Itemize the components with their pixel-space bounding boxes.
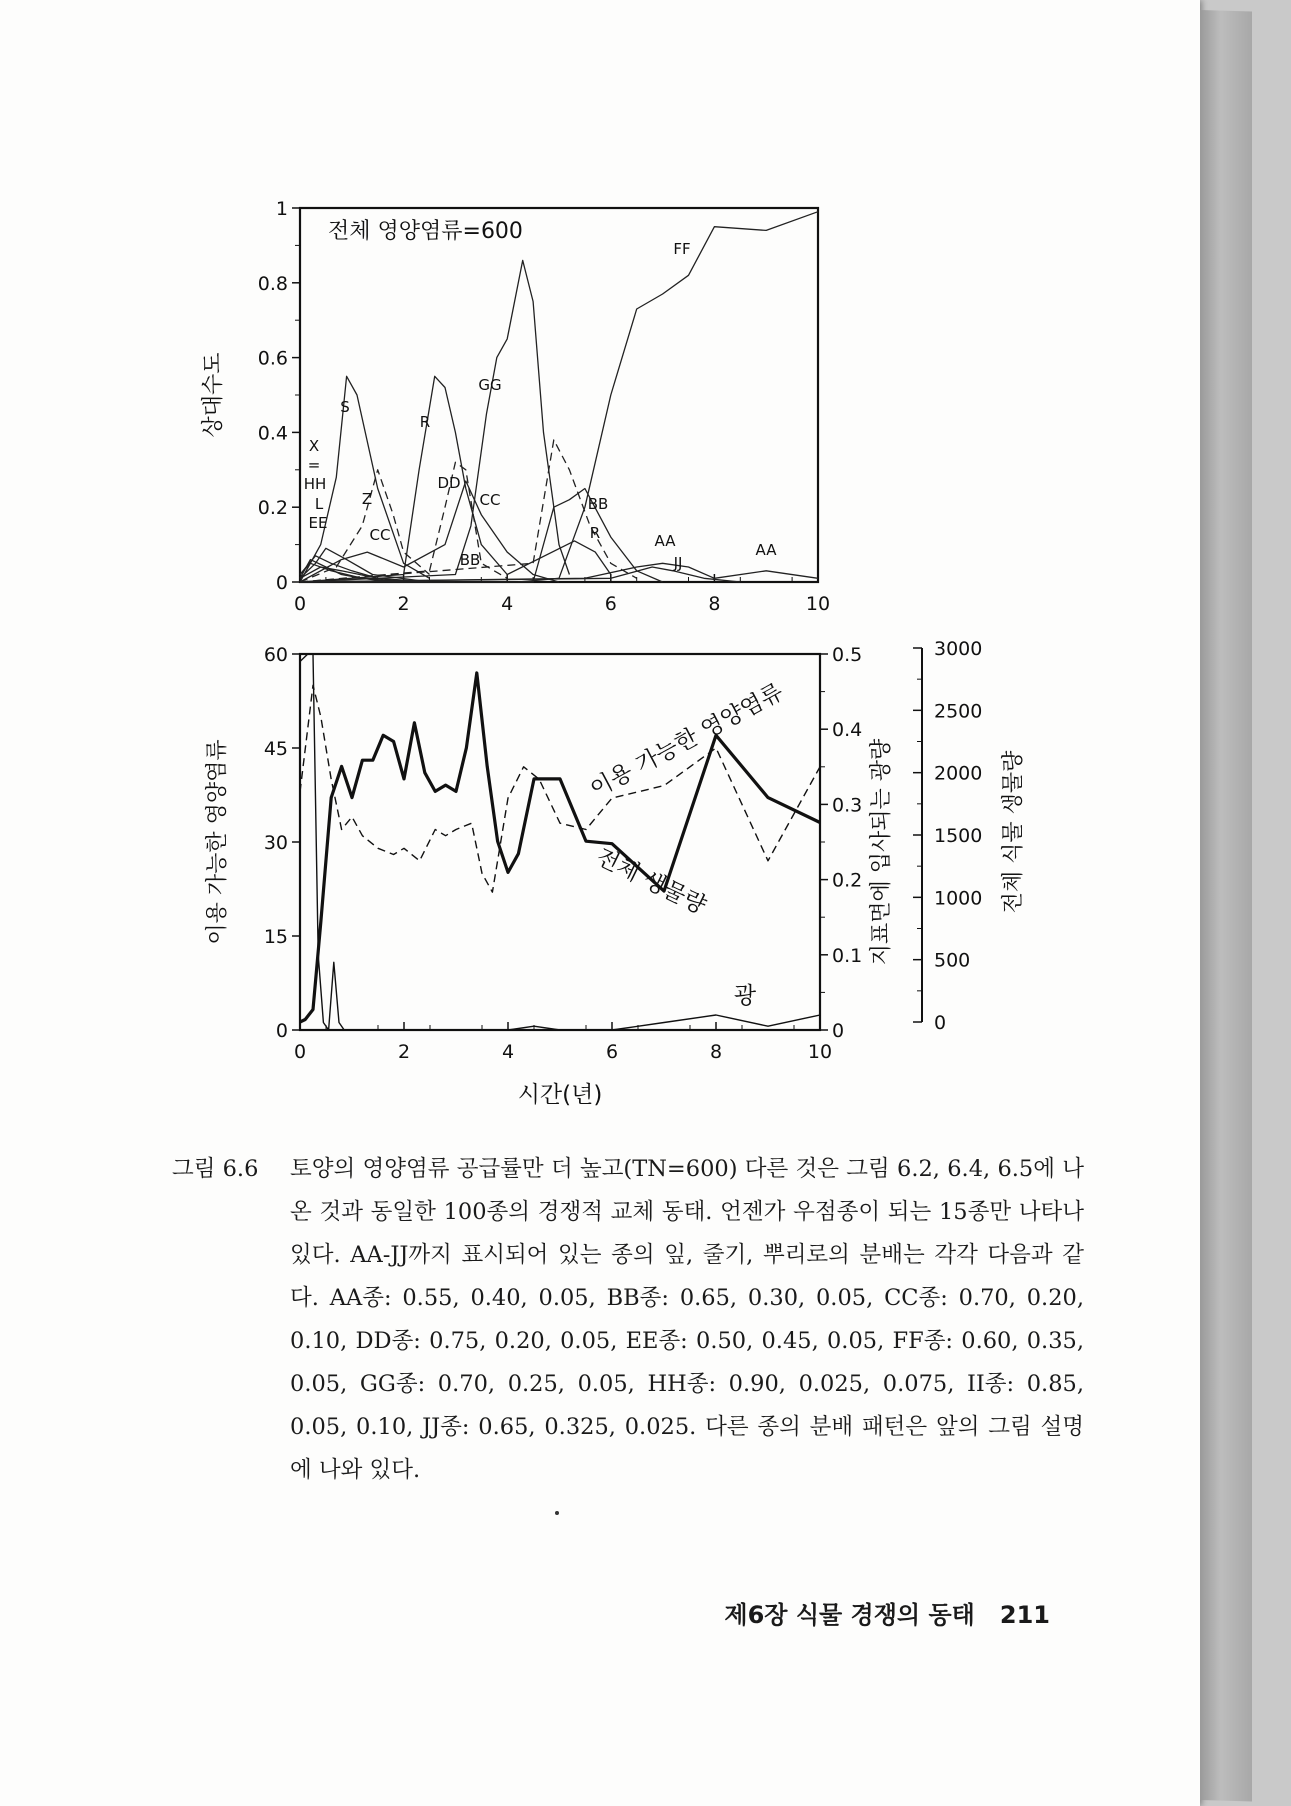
chart2-annotation-biomass: 전체 생물량: [592, 844, 710, 920]
chart2-right1-y-axis-label: 지표면에 입사되는 광량: [869, 738, 894, 966]
chart2-left-y-tick-label: 30: [263, 832, 288, 854]
chart1-series-label: DD: [437, 474, 461, 492]
chart1-x-tick-label: 8: [708, 593, 721, 615]
chart1-series-label: Z: [361, 490, 373, 508]
figure-caption: [172, 1148, 1084, 1492]
chart2-annotation-nutrients: 이용 가능한 영양염류: [585, 678, 788, 803]
chart2-right1-y-tick-label: 0.1: [832, 944, 863, 967]
chart1-y-tick-label: 0: [275, 572, 288, 594]
chart1-series-label: AA: [654, 532, 676, 550]
chart2-right2-y-tick-label: 500: [934, 949, 971, 972]
chart2-right2-y-tick-label: 1500: [934, 825, 983, 847]
chart2-right1-y-tick-label: 0.4: [832, 719, 863, 742]
chart2-left-y-tick-label: 0: [275, 1020, 288, 1042]
chart1-series-label: BB: [459, 551, 481, 569]
chart1-series-label: R: [589, 524, 601, 542]
chart1-y-axis-label: 상대수도: [201, 352, 226, 438]
chart2-left-y-axis-label: 이용 가능한 영양염류: [205, 739, 230, 945]
chart2-right1-y-tick-label: 0.5: [832, 644, 863, 666]
chart1-y-tick-label: 0.6: [257, 347, 288, 370]
chart2-right1-y-tick-label: 0.3: [832, 794, 863, 817]
chart1-x-tick-label: 10: [805, 593, 831, 615]
caption-label: 그림 6.6: [172, 1156, 259, 1182]
chart2-x-axis-label: 시간(년): [517, 1082, 603, 1108]
chart1-series-label: =: [307, 456, 321, 474]
chart1-series-label: GG: [478, 376, 502, 394]
chart1-series-label: R: [419, 413, 431, 431]
chart1-series-line: [300, 260, 569, 582]
chart1-x-tick-label: 2: [397, 593, 410, 615]
chart2-right2-y-tick-label: 2000: [934, 762, 983, 785]
caption-text: 토양의 영양염류 공급률만 더 높고(TN=600) 다른 것은 그림 6.2, 6.4, 6.5에 나온 것과 동일한 100종의 경쟁적 교체 동태. 언젠가 우점종이 되는 15종만 나타나 있다. AA-JJ까지 표시되어 있는 종의 잎, 줄기, 뿌리로의 분배는 각각 다음과 같다. AA종: 0.55, 0.40, 0.05, BB종: 0.65, 0.30, 0.05, CC종: 0.70, 0.20, 0.10, DD종: 0.75, 0.20, 0.05, EE종: 0.50, 0.45, 0.05, FF종: 0.60, 0.35, 0.05, GG종: 0.70, 0.25, 0.05, HH종: 0.90, 0.025, 0.075, II종: 0.85, 0.05, 0.10, JJ종: 0.65, 0.325, 0.025. 다른 종의 분배 패턴은 앞의 그림 설명에 나와 있다.: [290, 1156, 1084, 1483]
chart2-x-tick-label: 10: [807, 1041, 833, 1063]
stray-dot: [555, 1511, 559, 1515]
chart1-series-label: S: [340, 398, 350, 416]
chart1-series-label: BB: [587, 495, 609, 513]
chart2-right2-y-axis-label: 전체 식물 생물량: [1001, 750, 1026, 914]
chart1-x-tick-label: 0: [293, 593, 307, 615]
chart1-series-label: EE: [308, 514, 328, 532]
chart1-y-tick-label: 0.4: [257, 422, 288, 445]
chart2-x-tick-label: 2: [397, 1041, 411, 1063]
chart1-series-label: CC: [479, 491, 501, 509]
chart2-right2-y-tick-label: 3000: [934, 638, 983, 660]
chart1-series-label: AA: [755, 541, 777, 559]
chart1-series-label: JJ: [673, 554, 683, 572]
chart1-series-label: L: [314, 495, 324, 513]
chart2-x-tick-label: 8: [709, 1041, 723, 1063]
chart2-right1-y-tick-label: 0.2: [832, 869, 863, 892]
chart1-series-line: [300, 481, 559, 582]
chart2-x-tick-label: 4: [501, 1041, 515, 1063]
chart1-x-tick-label: 6: [604, 593, 617, 615]
chart2-annotation-light: 광: [733, 983, 757, 1009]
chart2-left-y-tick-label: 45: [263, 738, 288, 760]
chart1-series-label: HH: [303, 475, 327, 493]
chart2-right1-y-tick-label: 0: [832, 1020, 845, 1042]
chart2-right2-y-tick-label: 1000: [934, 887, 983, 910]
page-footer: [700, 1595, 1050, 1630]
chart2-right2-y-tick-label: 0: [934, 1012, 947, 1034]
chart2-left-y-tick-label: 15: [263, 926, 288, 948]
page-number: 211: [999, 1601, 1050, 1629]
chart1-x-tick-label: 4: [501, 593, 514, 615]
chart2-right2-y-tick-label: 2500: [934, 700, 983, 723]
chart1-y-tick-label: 0.2: [257, 497, 288, 520]
chart1-y-tick-label: 0.8: [257, 272, 288, 295]
chart1-series-label: X: [308, 437, 320, 455]
chart2-x-tick-label: 6: [605, 1041, 619, 1063]
chart2-x-tick-label: 0: [293, 1041, 307, 1063]
chart1-series-label: CC: [369, 526, 391, 544]
chart2-left-y-tick-label: 60: [263, 644, 288, 666]
chart1-title-annotation: 전체 영양염류=600: [328, 219, 523, 244]
chart1-y-tick-label: 1: [275, 198, 288, 220]
chart1-series-label: FF: [673, 240, 691, 258]
chapter-title: 제6장 식물 경쟁의 동태: [724, 1601, 975, 1629]
